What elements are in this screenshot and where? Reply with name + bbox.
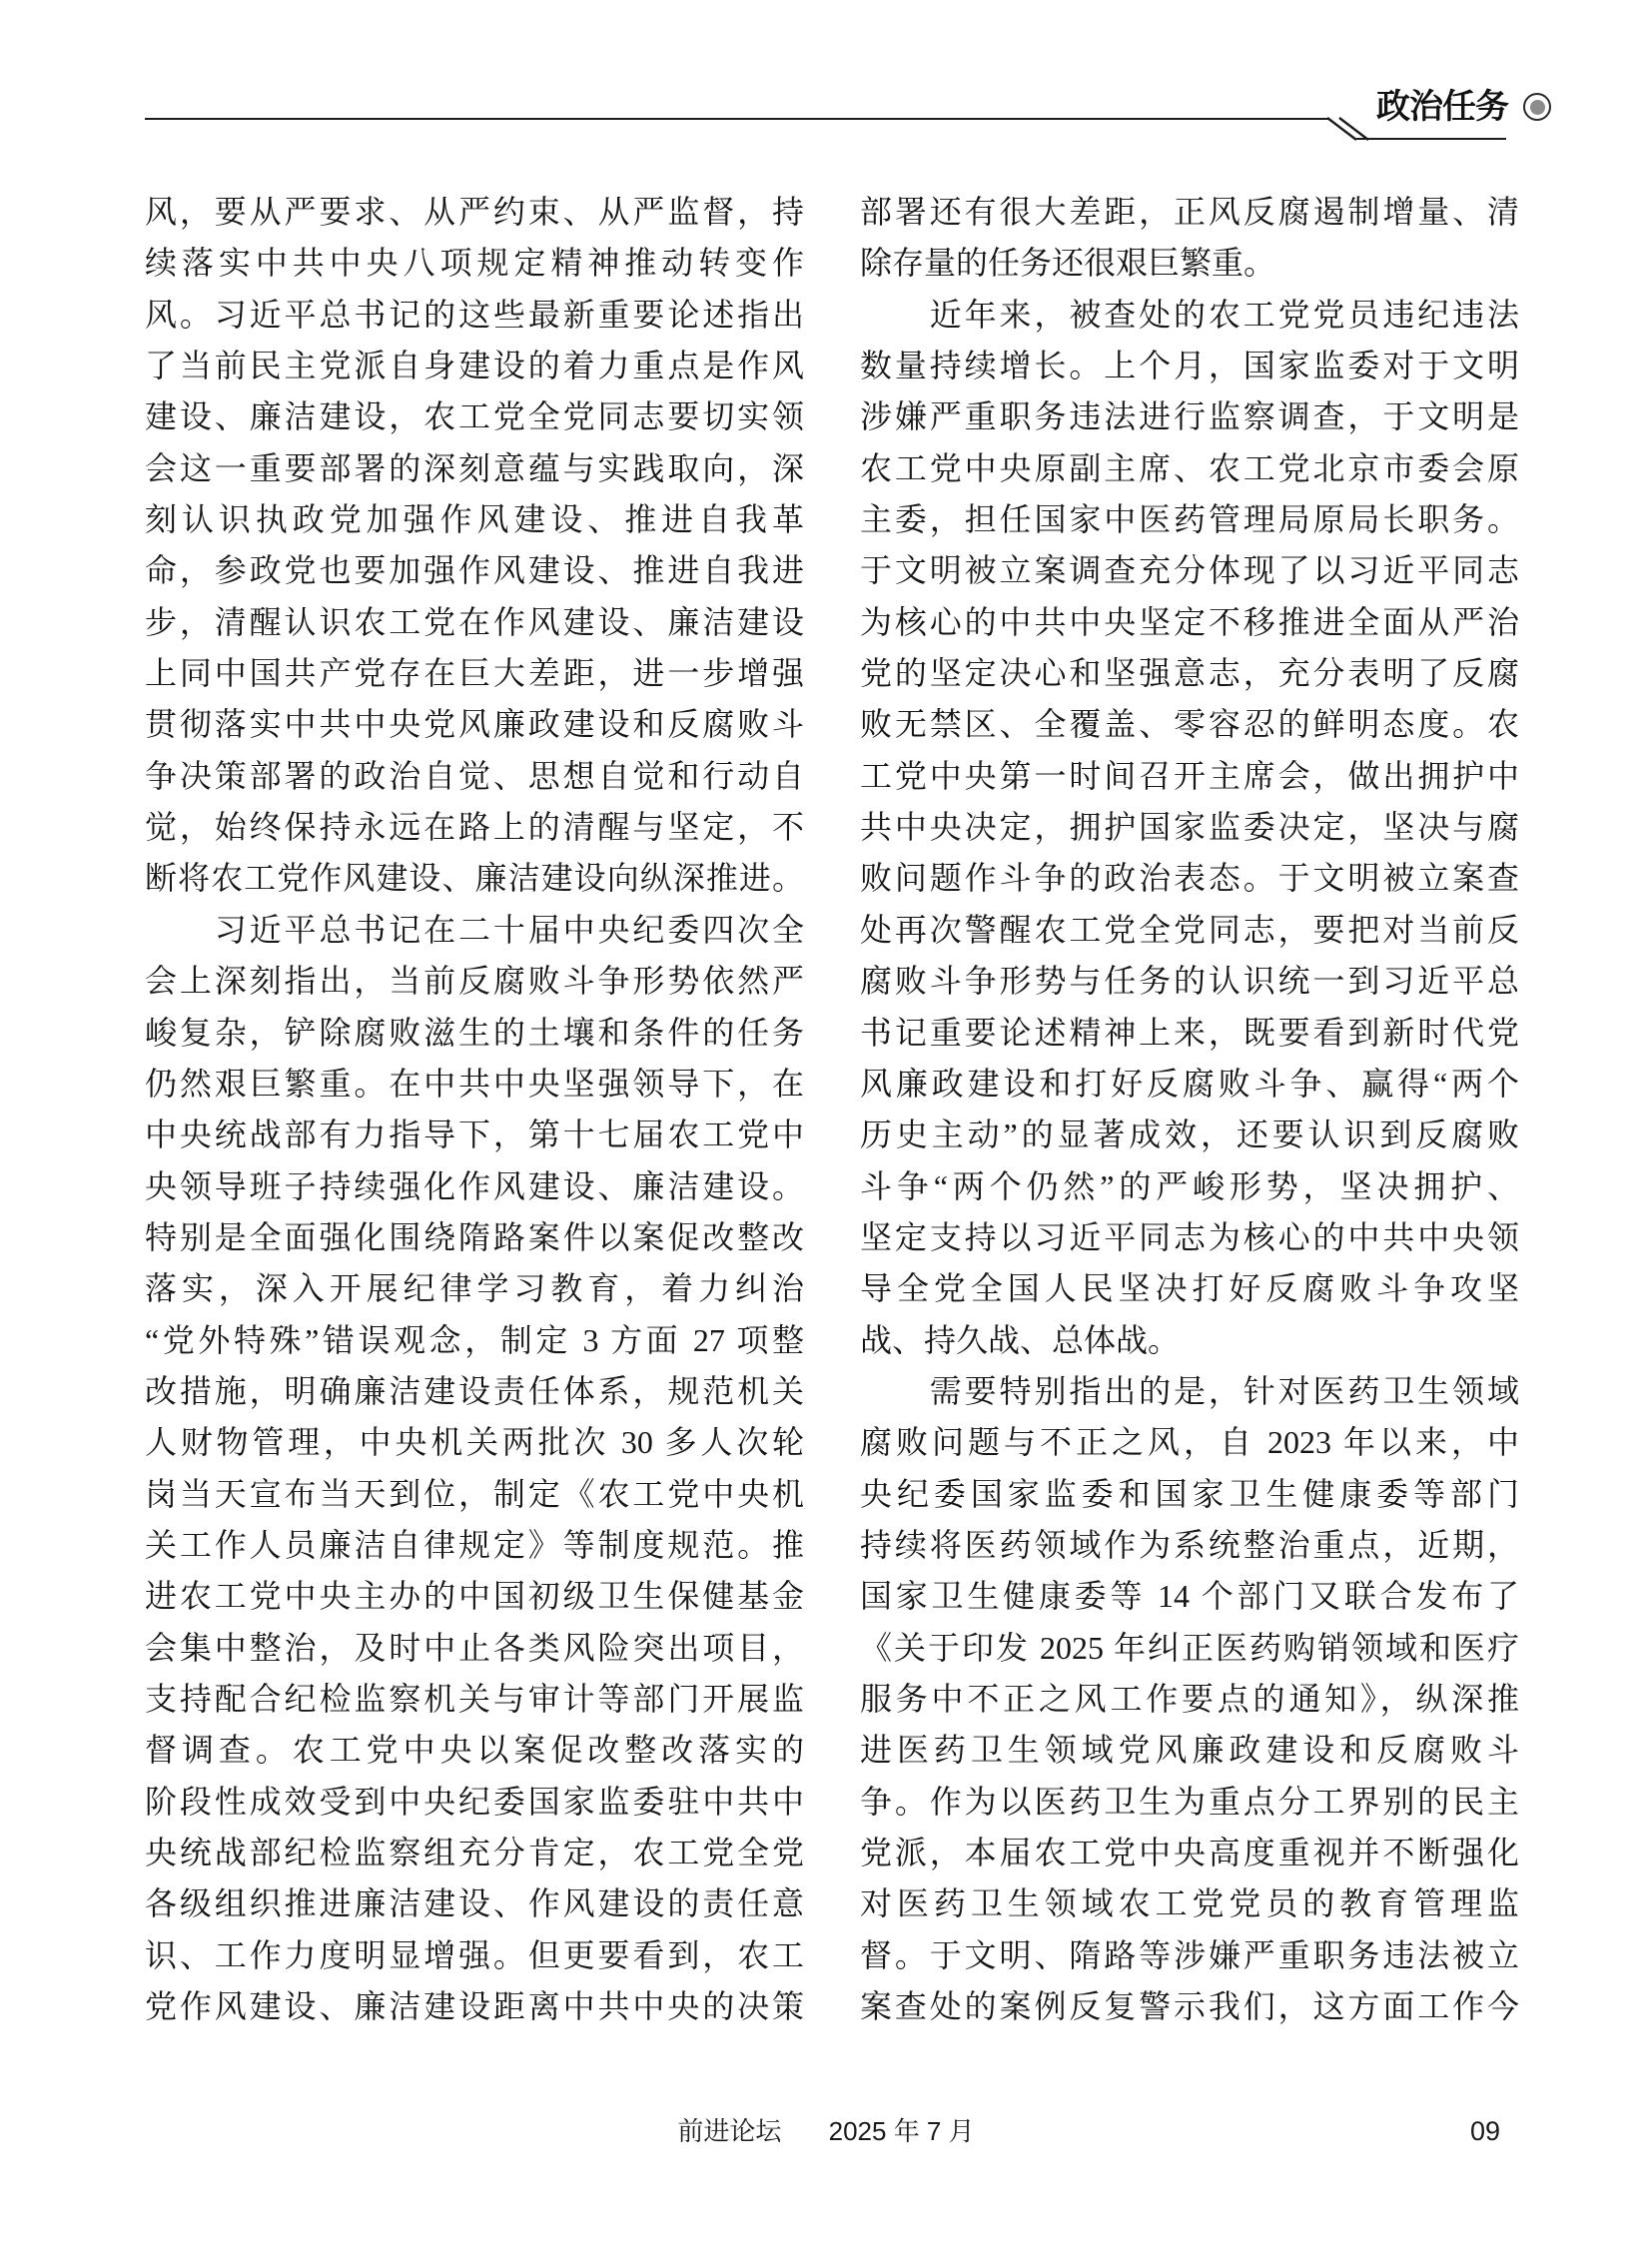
text-line: 会这一重要部署的深刻意蕴与实践取向，深 xyxy=(145,449,804,486)
text-line: 败无禁区、全覆盖、零容忍的鲜明态度。农 xyxy=(860,706,1519,743)
column-left xyxy=(145,187,804,2032)
text-line: 央领导班子持续强化作风建设、廉洁建设。 xyxy=(145,1167,804,1204)
text-line: 特别是全面强化围绕隋路案件以案促改整改 xyxy=(145,1218,804,1255)
text-line: 战、持久战、总体战。 xyxy=(860,1321,1181,1358)
text-line: 农工党中央原副主席、农工党北京市委会原 xyxy=(860,449,1519,486)
text-line: 《关于印发 2025 年纠正医药购销领域和医疗 xyxy=(860,1629,1519,1666)
text-line: 导全党全国人民坚决打好反腐败斗争攻坚 xyxy=(860,1270,1519,1307)
text-line: 部署还有很大差距，正风反腐遏制增量、清 xyxy=(860,194,1519,230)
bullet-dot xyxy=(1530,100,1545,115)
text-line: 央统战部纪检监察组充分肯定，农工党全党 xyxy=(145,1835,804,1870)
text-line: 断将农工党作风建设、廉洁建设向纵深推进。 xyxy=(145,860,804,897)
text-line: 于文明被立案调查充分体现了以习近平同志 xyxy=(860,552,1519,589)
header-rule xyxy=(145,118,1329,120)
text-line: 为核心的中共中央坚定不移推进全面从严治 xyxy=(860,603,1519,640)
text-line: 除存量的任务还很艰巨繁重。 xyxy=(860,245,1276,282)
text-line: 工党中央第一时间召开主席会，做出拥护中 xyxy=(860,757,1519,794)
text-line: 命，参政党也要加强作风建设、推进自我进 xyxy=(145,552,804,589)
section-bullet-icon xyxy=(1523,93,1551,121)
text-line: 风。习近平总书记的这些最新重要论述指出 xyxy=(145,296,804,333)
text-line: 斗争“两个仍然”的严峻形势，坚决拥护、 xyxy=(860,1167,1519,1204)
text-line: 步，清醒认识农工党在作风建设、廉洁建设 xyxy=(145,603,804,640)
footer-center xyxy=(0,2116,1652,2146)
text-line: 党的坚定决心和坚强意志，充分表明了反腐 xyxy=(860,655,1519,692)
text-line: 需要特别指出的是，针对医药卫生领域 xyxy=(860,1372,1519,1409)
text-line: 会集中整治，及时中止各类风险突出项目， xyxy=(145,1629,804,1666)
page-number: 09 xyxy=(1470,2116,1501,2146)
text-line: 各级组织推进廉洁建设、作风建设的责任意 xyxy=(145,1885,804,1922)
text-line: 败问题作斗争的政治表态。于文明被立案查 xyxy=(860,860,1519,897)
text-line: 国家卫生健康委等 14 个部门又联合发布了 xyxy=(860,1578,1519,1615)
text-line: 关工作人员廉洁自律规定》等制度规范。推 xyxy=(145,1526,804,1563)
text-line: 争。作为以医药卫生为重点分工界别的民主 xyxy=(860,1783,1519,1820)
text-line: 书记重要论述精神上来，既要看到新时代党 xyxy=(860,1014,1519,1051)
text-line: 习近平总书记在二十届中央纪委四次全 xyxy=(145,911,804,948)
text-line: 腐败斗争形势与任务的认识统一到习近平总 xyxy=(860,963,1519,1000)
text-line: “党外特殊”错误观念，制定 3 方面 27 项整 xyxy=(145,1321,804,1358)
journal-name: 前进论坛 xyxy=(677,2116,782,2146)
text-line: 处再次警醒农工党全党同志，要把对当前反 xyxy=(860,911,1519,948)
text-line: 进医药卫生领域党风廉政建设和反腐败斗 xyxy=(860,1732,1519,1769)
text-line: 人财物管理，中央机关两批次 30 多人次轮 xyxy=(145,1424,804,1461)
text-line: 刻认识执政党加强作风建设、推进自我革 xyxy=(145,501,804,538)
text-line: 督调查。农工党中央以案促改整改落实的 xyxy=(145,1732,804,1769)
text-line: 腐败问题与不正之风，自 2023 年以来，中 xyxy=(860,1424,1519,1461)
text-line: 争决策部署的政治自觉、思想自觉和行动自 xyxy=(145,757,804,794)
text-line: 建设、廉洁建设，农工党全党同志要切实领 xyxy=(145,398,804,435)
text-line: 党作风建设、廉洁建设距离中共中央的决策 xyxy=(145,1988,804,2025)
text-line: 岗当天宣布当天到位，制定《农工党中央机 xyxy=(145,1475,804,1512)
text-line: 党派，本届农工党中央高度重视并不断强化 xyxy=(860,1835,1519,1870)
header-rule-sub xyxy=(1356,138,1506,140)
text-line: 进农工党中央主办的中国初级卫生保健基金 xyxy=(145,1578,804,1615)
column-right xyxy=(860,187,1519,2032)
text-line: 续落实中共中央八项规定精神推动转变作 xyxy=(145,245,804,282)
header-rule-break xyxy=(1320,112,1376,148)
text-line: 对医药卫生领域农工党党员的教育管理监 xyxy=(860,1885,1519,1922)
text-line: 督。于文明、隋路等涉嫌严重职务违法被立 xyxy=(860,1936,1519,1973)
text-line: 共中央决定，拥护国家监委决定，坚决与腐 xyxy=(860,809,1519,846)
text-line: 会上深刻指出，当前反腐败斗争形势依然严 xyxy=(145,963,804,1000)
text-line: 支持配合纪检监察机关与审计等部门开展监 xyxy=(145,1680,804,1717)
text-line: 近年来，被查处的农工党党员违纪违法 xyxy=(860,296,1519,333)
text-line: 风，要从严要求、从严约束、从严监督，持 xyxy=(145,194,804,230)
text-line: 案查处的案例反复警示我们，这方面工作今 xyxy=(860,1988,1519,2025)
text-line: 历史主动”的显著成效，还要认识到反腐败 xyxy=(860,1117,1519,1153)
text-line: 风廉政建设和打好反腐败斗争、赢得“两个 xyxy=(860,1065,1519,1102)
text-line: 央纪委国家监委和国家卫生健康委等部门 xyxy=(860,1475,1519,1512)
issue-date: 2025 年 7 月 xyxy=(828,2116,975,2146)
text-line: 主委，担任国家中医药管理局原局长职务。 xyxy=(860,501,1519,538)
text-line: 仍然艰巨繁重。在中共中央坚强领导下，在 xyxy=(145,1065,804,1102)
text-line: 改措施，明确廉洁建设责任体系，规范机关 xyxy=(145,1372,804,1409)
text-line: 持续将医药领域作为系统整治重点，近期， xyxy=(860,1526,1519,1563)
text-line: 中央统战部有力指导下，第十七届农工党中 xyxy=(145,1117,804,1153)
text-line: 了当前民主党派自身建设的着力重点是作风 xyxy=(145,348,804,384)
text-line: 坚定支持以习近平同志为核心的中共中央领 xyxy=(860,1218,1519,1255)
text-line: 觉，始终保持永远在路上的清醒与坚定，不 xyxy=(145,809,804,846)
text-line: 阶段性成效受到中央纪委国家监委驻中共中 xyxy=(145,1783,804,1820)
text-line: 识、工作力度明显增强。但更要看到，农工 xyxy=(145,1936,804,1973)
text-line: 上同中国共产党存在巨大差距，进一步增强 xyxy=(145,655,804,692)
text-line: 贯彻落实中共中央党风廉政建设和反腐败斗 xyxy=(145,706,804,743)
text-line: 涉嫌严重职务违法进行监察调查，于文明是 xyxy=(860,398,1519,435)
text-line: 服务中不正之风工作要点的通知》，纵深推 xyxy=(860,1680,1519,1717)
text-line: 峻复杂，铲除腐败滋生的土壤和条件的任务 xyxy=(145,1014,804,1051)
text-line: 数量持续增长。上个月，国家监委对于文明 xyxy=(860,348,1519,384)
text-line: 落实，深入开展纪律学习教育，着力纠治 xyxy=(145,1270,804,1307)
section-label: 政治任务 xyxy=(1376,89,1508,126)
